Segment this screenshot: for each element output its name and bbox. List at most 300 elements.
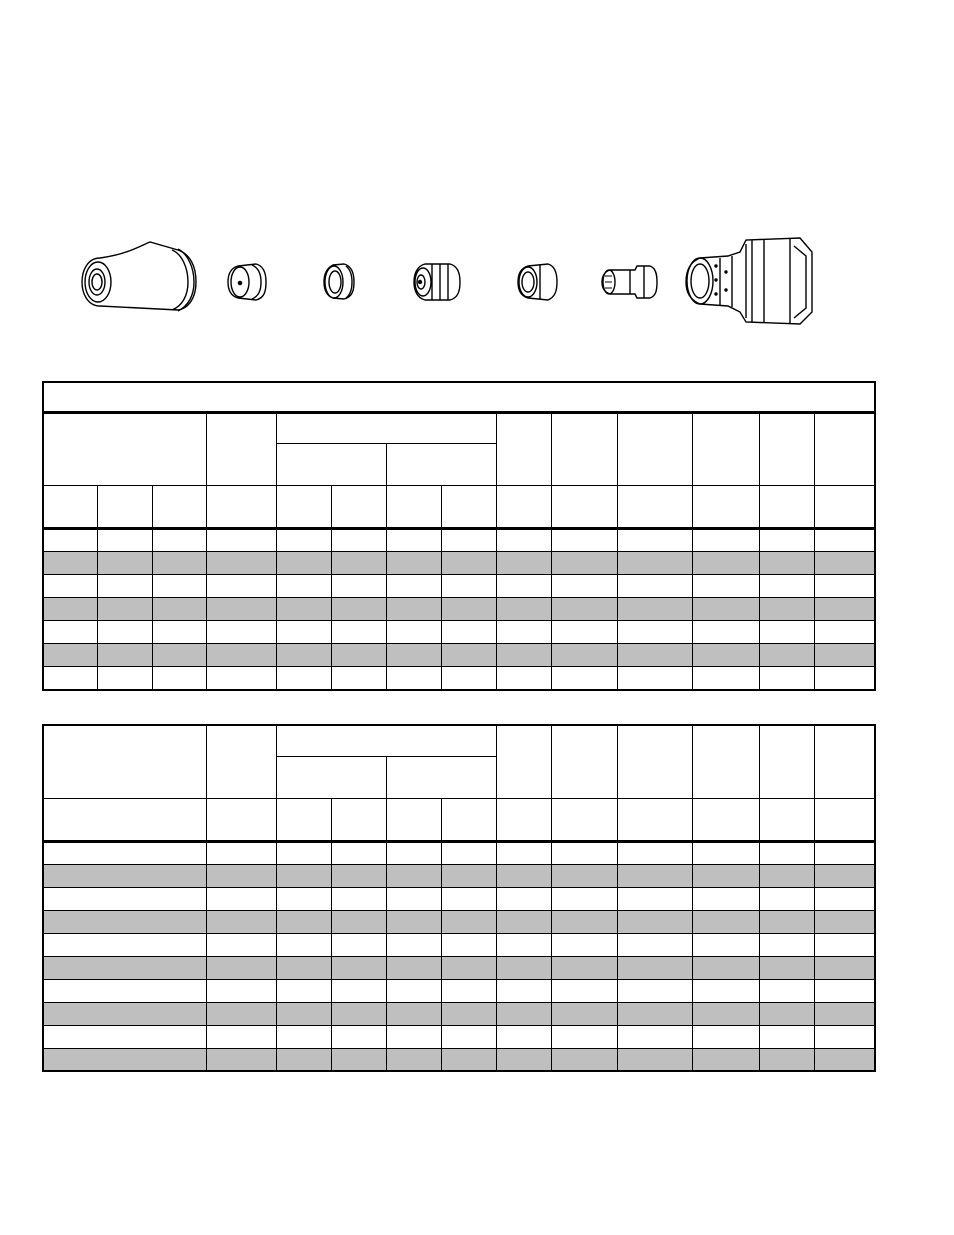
table-row — [43, 887, 875, 910]
table-cell — [152, 575, 206, 598]
table-cell — [206, 1048, 276, 1071]
table-cell — [759, 1025, 814, 1048]
table-cell — [43, 1002, 206, 1025]
table-cell — [617, 598, 692, 621]
header-cell — [206, 798, 276, 841]
table-cell — [692, 621, 759, 644]
table-cell — [551, 575, 617, 598]
table-cell — [441, 887, 496, 910]
header-cell — [43, 486, 97, 529]
table-cell — [43, 667, 97, 690]
table-cell — [331, 933, 386, 956]
header-cell — [331, 486, 386, 529]
table-row — [43, 910, 875, 933]
header-cell — [386, 486, 441, 529]
table-cell — [331, 864, 386, 887]
table-cell — [43, 910, 206, 933]
table-cell — [43, 552, 97, 575]
table-cell — [692, 1025, 759, 1048]
header-cell — [551, 798, 617, 841]
table-cell — [814, 621, 875, 644]
table-cell — [97, 552, 152, 575]
table-cell — [206, 910, 276, 933]
nozzle-icon — [414, 264, 460, 300]
table-cell — [43, 598, 97, 621]
table-cell — [386, 864, 441, 887]
table-cell — [441, 1002, 496, 1025]
table-cell — [206, 887, 276, 910]
table-cell — [331, 529, 386, 552]
table-cell — [441, 552, 496, 575]
table-cell — [617, 621, 692, 644]
table-cell — [617, 933, 692, 956]
table-cell — [551, 933, 617, 956]
table-cell — [814, 529, 875, 552]
table-cell — [551, 979, 617, 1002]
table-cell — [814, 644, 875, 667]
table-row — [43, 1025, 875, 1048]
table-cell — [97, 621, 152, 644]
table-cell — [692, 1048, 759, 1071]
header-row — [43, 798, 875, 841]
table-cell — [441, 864, 496, 887]
table-cell — [814, 1048, 875, 1071]
table-cell — [441, 621, 496, 644]
table-cell — [276, 933, 331, 956]
table-cell — [43, 933, 206, 956]
table-cell — [759, 1048, 814, 1071]
table-row — [43, 598, 875, 621]
header-cell — [692, 725, 759, 798]
table-cell — [496, 1002, 551, 1025]
table-cell — [441, 1048, 496, 1071]
header-cell — [276, 798, 331, 841]
table-cell — [496, 552, 551, 575]
table-cell — [97, 575, 152, 598]
table-cell — [441, 979, 496, 1002]
table-cell — [814, 667, 875, 690]
table-cell — [43, 956, 206, 979]
swirl-ring-small-icon — [324, 264, 354, 299]
table-cell — [759, 979, 814, 1002]
header-cell — [496, 798, 551, 841]
header-row — [43, 725, 875, 756]
table-cell — [97, 529, 152, 552]
table-cell — [276, 529, 331, 552]
table-cell — [276, 1025, 331, 1048]
table-cell — [441, 667, 496, 690]
table-cell — [496, 1025, 551, 1048]
table-cell — [331, 667, 386, 690]
table-cell — [551, 1048, 617, 1071]
header-cell — [441, 486, 496, 529]
table-cell — [551, 552, 617, 575]
table-cell — [441, 841, 496, 864]
table-cell — [496, 598, 551, 621]
table-cell — [551, 887, 617, 910]
table-cell — [814, 910, 875, 933]
table-cell — [97, 644, 152, 667]
table-cell — [331, 841, 386, 864]
table-cell — [276, 667, 331, 690]
table-cell — [386, 956, 441, 979]
table-cell — [386, 552, 441, 575]
table-cell — [206, 667, 276, 690]
table-cell — [331, 1002, 386, 1025]
table-cell — [617, 529, 692, 552]
table-cell — [759, 887, 814, 910]
table-row — [43, 1048, 875, 1071]
table-cell — [551, 1025, 617, 1048]
table-cell — [206, 575, 276, 598]
table-cell — [331, 979, 386, 1002]
table-cell — [386, 621, 441, 644]
header-cell — [551, 725, 617, 798]
table-cell — [276, 864, 331, 887]
table-cell — [496, 667, 551, 690]
table-cell — [617, 1002, 692, 1025]
table-cell — [276, 575, 331, 598]
table-row — [43, 667, 875, 690]
table-cell — [692, 552, 759, 575]
header-cell — [692, 413, 759, 486]
table-cell — [814, 933, 875, 956]
table-cell — [496, 933, 551, 956]
table-title — [43, 382, 875, 413]
table-cell — [43, 887, 206, 910]
table-cell — [617, 956, 692, 979]
table-cell — [386, 887, 441, 910]
table-cell — [441, 933, 496, 956]
table-cell — [386, 667, 441, 690]
table-cell — [496, 529, 551, 552]
header-cell — [206, 486, 276, 529]
table-cell — [441, 529, 496, 552]
table-cell — [441, 598, 496, 621]
table-cell — [814, 979, 875, 1002]
table-cell — [496, 910, 551, 933]
table-cell — [814, 1025, 875, 1048]
table-cell — [496, 979, 551, 1002]
table-cell — [331, 644, 386, 667]
header-cell — [551, 413, 617, 486]
table-cell — [759, 956, 814, 979]
table-cell — [43, 979, 206, 1002]
table-cell — [692, 575, 759, 598]
header-cell — [814, 725, 875, 798]
header-cell — [276, 486, 331, 529]
table-cell — [551, 910, 617, 933]
header-cell — [759, 413, 814, 486]
table-row — [43, 841, 875, 864]
table-cell — [331, 552, 386, 575]
table-cell — [692, 667, 759, 690]
table-cell — [441, 956, 496, 979]
table-cell — [551, 864, 617, 887]
header-cell — [617, 486, 692, 529]
table-cell — [206, 933, 276, 956]
table-cell — [759, 575, 814, 598]
nozzle-retaining-cap-icon — [228, 264, 266, 300]
table-cell — [496, 887, 551, 910]
table-cell — [496, 1048, 551, 1071]
table-row — [43, 644, 875, 667]
table-cell — [152, 552, 206, 575]
table-cell — [276, 887, 331, 910]
electrode-icon — [602, 266, 657, 298]
table-cell — [43, 864, 206, 887]
header-row — [43, 413, 875, 444]
header-cell — [814, 798, 875, 841]
table-cell — [551, 956, 617, 979]
table-cell — [814, 887, 875, 910]
table-cell — [617, 1048, 692, 1071]
table-cell — [331, 956, 386, 979]
table-row — [43, 552, 875, 575]
table-cell — [331, 887, 386, 910]
table-cell — [97, 667, 152, 690]
header-cell — [43, 798, 206, 841]
table-cell — [276, 841, 331, 864]
table-cell — [814, 841, 875, 864]
header-cell — [43, 413, 206, 486]
header-cell — [759, 798, 814, 841]
table-cell — [617, 575, 692, 598]
table-cell — [206, 979, 276, 1002]
table-cell — [386, 529, 441, 552]
table-cell — [692, 864, 759, 887]
table-cell — [496, 644, 551, 667]
table-cell — [43, 529, 97, 552]
table-cell — [441, 910, 496, 933]
table-cell — [496, 956, 551, 979]
table-cell — [759, 667, 814, 690]
table-cell — [617, 979, 692, 1002]
table-cell — [759, 910, 814, 933]
table-cell — [206, 552, 276, 575]
table-cell — [814, 1002, 875, 1025]
table-cell — [152, 667, 206, 690]
table-cell — [43, 1048, 206, 1071]
table-cell — [386, 1048, 441, 1071]
table-body — [43, 529, 875, 690]
header-cell — [206, 413, 276, 486]
table-cell — [276, 552, 331, 575]
table-cell — [276, 598, 331, 621]
table-body — [43, 841, 875, 1071]
header-cell — [759, 486, 814, 529]
table-row — [43, 1002, 875, 1025]
table-cell — [617, 887, 692, 910]
table-cell — [331, 621, 386, 644]
table-cell — [331, 910, 386, 933]
table-cell — [759, 933, 814, 956]
table-cell — [441, 1025, 496, 1048]
table-cell — [43, 841, 206, 864]
table-cell — [43, 621, 97, 644]
table-row — [43, 933, 875, 956]
table-cell — [206, 864, 276, 887]
table-cell — [551, 1002, 617, 1025]
table-title-row — [43, 382, 875, 413]
table-cell — [759, 598, 814, 621]
table-cell — [496, 621, 551, 644]
cut-chart-table-2 — [42, 724, 876, 1072]
table-cell — [692, 933, 759, 956]
table-cell — [759, 864, 814, 887]
table-cell — [814, 864, 875, 887]
table-cell — [206, 621, 276, 644]
table-cell — [759, 1002, 814, 1025]
table-cell — [759, 644, 814, 667]
table-cell — [759, 552, 814, 575]
table-row — [43, 979, 875, 1002]
table-cell — [43, 1025, 206, 1048]
table-cell — [386, 841, 441, 864]
header-cell — [496, 413, 551, 486]
header-cell — [386, 798, 441, 841]
header-cell — [441, 798, 496, 841]
table-cell — [814, 598, 875, 621]
table-cell — [692, 841, 759, 864]
table-cell — [152, 529, 206, 552]
header-cell — [331, 798, 386, 841]
table-cell — [276, 644, 331, 667]
header-cell — [617, 798, 692, 841]
table-cell — [692, 910, 759, 933]
table-cell — [692, 979, 759, 1002]
header-cell — [386, 444, 496, 486]
table-cell — [386, 1002, 441, 1025]
table-cell — [206, 956, 276, 979]
consumables-illustration — [0, 0, 954, 360]
table-cell — [276, 1002, 331, 1025]
header-cell — [814, 486, 875, 529]
table-row — [43, 529, 875, 552]
table-cell — [441, 644, 496, 667]
header-cell — [759, 725, 814, 798]
table-cell — [814, 956, 875, 979]
table-row — [43, 956, 875, 979]
table-cell — [496, 841, 551, 864]
table-cell — [441, 575, 496, 598]
table-cell — [692, 529, 759, 552]
table-cell — [551, 621, 617, 644]
table-cell — [206, 598, 276, 621]
table-cell — [331, 598, 386, 621]
table-cell — [551, 841, 617, 864]
table-cell — [276, 910, 331, 933]
table-cell — [276, 979, 331, 1002]
table-cell — [759, 841, 814, 864]
header-cell — [551, 486, 617, 529]
table-cell — [97, 598, 152, 621]
table-row — [43, 621, 875, 644]
table-cell — [386, 979, 441, 1002]
table-cell — [152, 621, 206, 644]
table-cell — [206, 841, 276, 864]
table-cell — [692, 1002, 759, 1025]
table-cell — [43, 644, 97, 667]
table-cell — [617, 552, 692, 575]
table-cell — [386, 910, 441, 933]
table-cell — [551, 667, 617, 690]
table-cell — [617, 644, 692, 667]
shield-icon — [82, 242, 196, 311]
table-cell — [617, 910, 692, 933]
table-cell — [206, 529, 276, 552]
table-cell — [386, 644, 441, 667]
table-cell — [551, 644, 617, 667]
header-cell — [276, 413, 496, 444]
header-cell — [97, 486, 152, 529]
table-cell — [331, 575, 386, 598]
table-cell — [386, 598, 441, 621]
table-cell — [276, 1048, 331, 1071]
table-cell — [551, 529, 617, 552]
table-cell — [386, 575, 441, 598]
table-cell — [331, 1048, 386, 1071]
header-cell — [152, 486, 206, 529]
table-cell — [692, 956, 759, 979]
table-cell — [814, 575, 875, 598]
table-cell — [276, 621, 331, 644]
table-cell — [276, 956, 331, 979]
cut-chart-table-1 — [42, 381, 876, 691]
header-cell — [206, 725, 276, 798]
torch-body-icon — [686, 238, 812, 324]
header-cell — [692, 798, 759, 841]
swirl-ring-icon — [518, 264, 557, 300]
table-cell — [692, 598, 759, 621]
table-row — [43, 575, 875, 598]
table-cell — [206, 1002, 276, 1025]
table-cell — [152, 598, 206, 621]
header-cell — [276, 725, 496, 756]
table-cell — [496, 864, 551, 887]
table-cell — [814, 552, 875, 575]
header-cell — [617, 413, 692, 486]
table-cell — [617, 1025, 692, 1048]
header-cell — [692, 486, 759, 529]
table-cell — [496, 575, 551, 598]
header-cell — [276, 444, 386, 486]
table-cell — [759, 529, 814, 552]
table-cell — [331, 1025, 386, 1048]
table-cell — [692, 887, 759, 910]
table-cell — [551, 598, 617, 621]
table-row — [43, 864, 875, 887]
header-row — [43, 486, 875, 529]
header-cell — [617, 725, 692, 798]
header-cell — [496, 486, 551, 529]
table-cell — [152, 644, 206, 667]
table-cell — [759, 621, 814, 644]
header-cell — [386, 756, 496, 798]
table-cell — [386, 933, 441, 956]
table-cell — [692, 644, 759, 667]
table-cell — [617, 667, 692, 690]
header-cell — [276, 756, 386, 798]
table-cell — [617, 841, 692, 864]
table-cell — [386, 1025, 441, 1048]
header-cell — [814, 413, 875, 486]
table-cell — [43, 575, 97, 598]
header-cell — [496, 725, 551, 798]
table-cell — [617, 864, 692, 887]
table-cell — [206, 1025, 276, 1048]
table-cell — [206, 644, 276, 667]
